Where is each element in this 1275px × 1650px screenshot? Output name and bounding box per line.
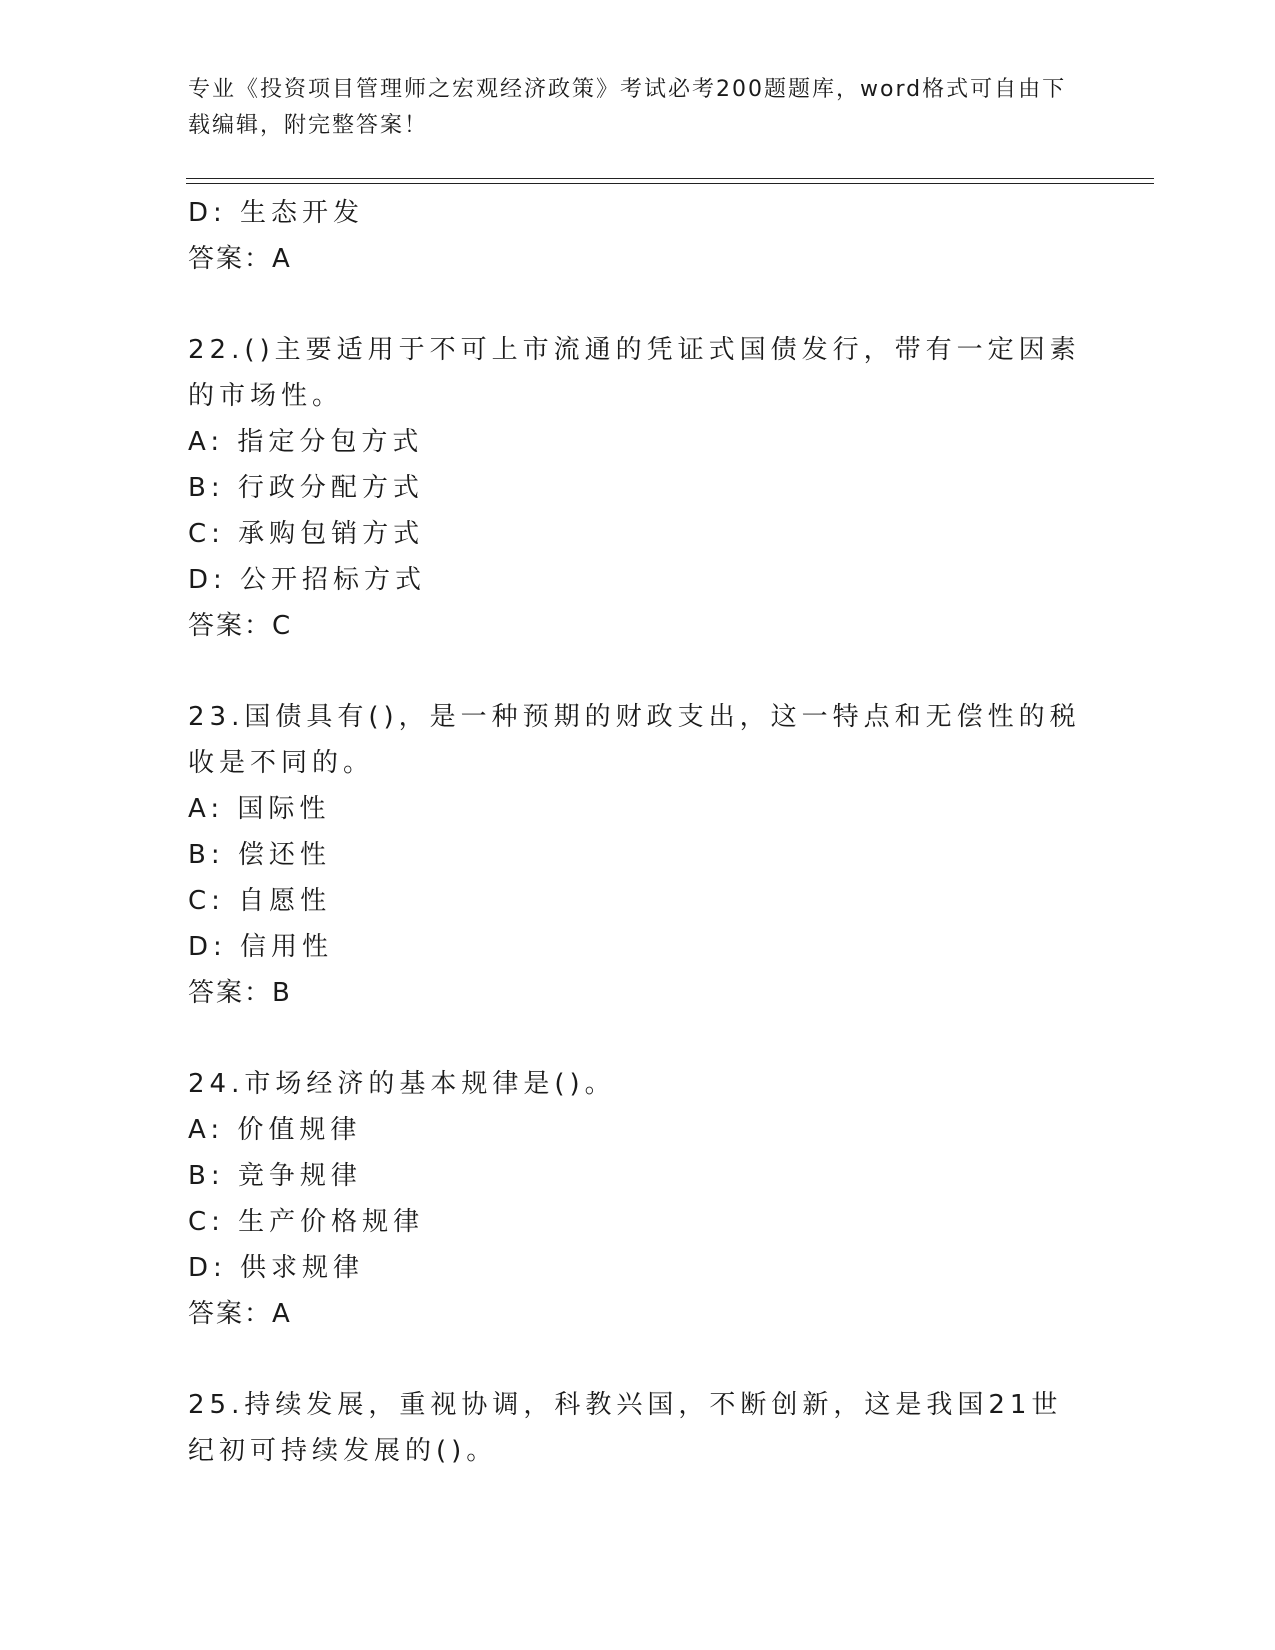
question-22	[188, 327, 1088, 649]
spacer	[188, 1337, 1088, 1382]
option-b: B: 竞争规律	[188, 1161, 362, 1191]
spacer	[188, 1016, 1088, 1061]
spacer	[188, 282, 1088, 327]
question-text: 23.国债具有()，是一种预期的财政支出，这一特点和无偿性的税收是不同的。	[188, 702, 1081, 778]
option-d: D: 信用性	[188, 932, 334, 962]
option-a: A: 指定分包方式	[188, 427, 424, 457]
question-content	[188, 190, 1088, 1474]
spacer	[188, 649, 1088, 694]
option-a: A: 价值规律	[188, 1115, 362, 1145]
option-b: B: 行政分配方式	[188, 473, 424, 503]
question-text: 25.持续发展，重视协调，科教兴国，不断创新，这是我国21世纪初可持续发展的()。	[188, 1390, 1063, 1466]
question-23	[188, 694, 1088, 1016]
option-d: D: 公开招标方式	[188, 565, 427, 595]
question-25	[188, 1382, 1088, 1474]
answer: 答案：A	[188, 1299, 292, 1329]
option-d: D: 生态开发	[188, 198, 365, 228]
option-b: B: 偿还性	[188, 840, 331, 870]
question-24	[188, 1061, 1088, 1337]
header-divider	[186, 178, 1154, 179]
answer: 答案：B	[188, 978, 292, 1008]
option-d: D: 供求规律	[188, 1253, 365, 1283]
answer: 答案：A	[188, 244, 292, 274]
question-text: 22.()主要适用于不可上市流通的凭证式国债发行，带有一定因素的市场性。	[188, 335, 1081, 411]
header-divider-second	[186, 183, 1154, 184]
header-title: 专业《投资项目管理师之宏观经济政策》考试必考200题题库，word格式可自由下载编辑，附完整答案！	[188, 77, 1067, 138]
question-text: 24.市场经济的基本规律是()。	[188, 1069, 616, 1099]
option-c: C: 生产价格规律	[188, 1207, 425, 1237]
document-header	[188, 72, 1068, 144]
option-c: C: 自愿性	[188, 886, 332, 916]
option-c: C: 承购包销方式	[188, 519, 425, 549]
answer: 答案：C	[188, 611, 293, 641]
option-a: A: 国际性	[188, 794, 331, 824]
